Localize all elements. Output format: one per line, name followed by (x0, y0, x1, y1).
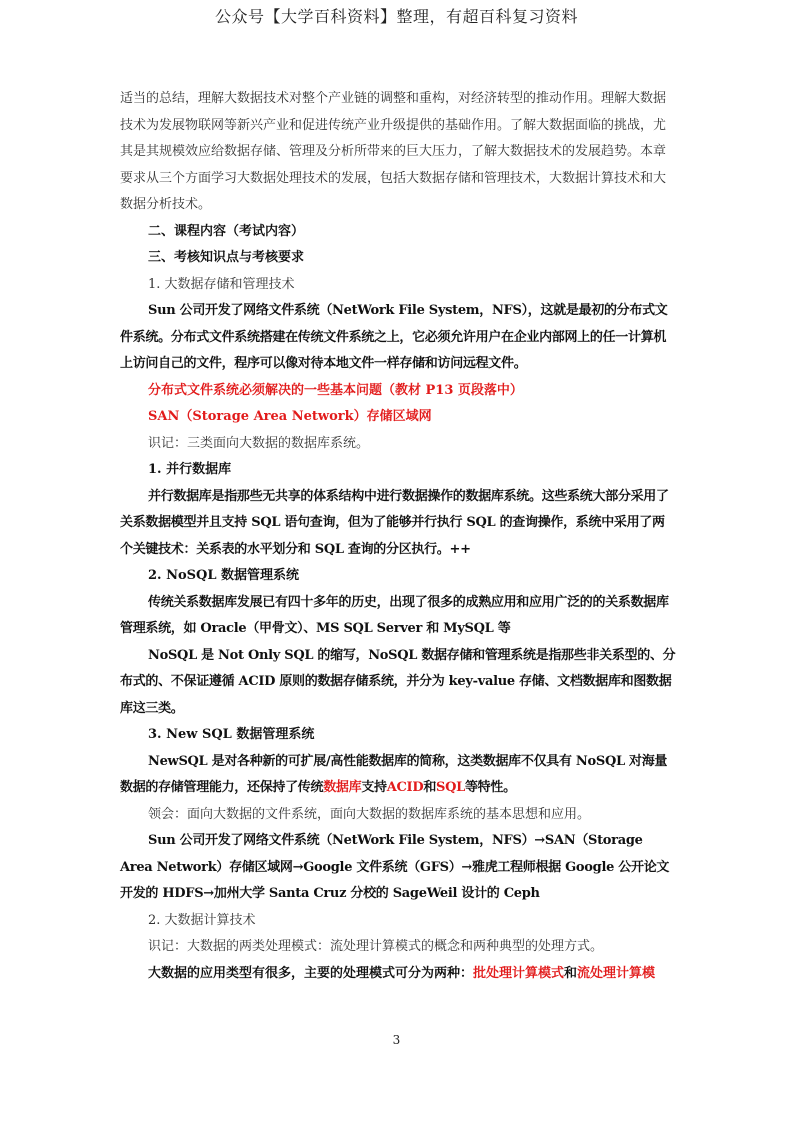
newsql-red-sql: SQL (436, 780, 465, 795)
newsql-text-a: NewSQL 是对各种新的可扩展/高性能数据库的简称，这类数据库不仅具有 NoSQL 对海量数据的存储管理能力，还保持了传统 (120, 753, 668, 795)
modes-text-b: 和 (564, 965, 578, 981)
comprehend-note: 领会：面向大数据的文件系统，面向大数据的数据库系统的基本思想和应用。 (148, 806, 591, 822)
newsql-red-database: 数据库 (323, 780, 362, 795)
red-note-basic-problems: 分布式文件系统必须解决的一些基本问题（教材 P13 页段落中） (148, 382, 523, 398)
item-nosql-body-1: 传统关系数据库发展已有四十多年的历史，出现了很多的成熟应用和应用广泛的的关系数据库管理系统，如 Oracle（甲骨文）、MS SQL Server 和 MySQL 等 (120, 594, 669, 636)
item-nosql-body-2: NoSQL 是 Not Only SQL 的缩写，NoSQL 数据存储和管理系统是指那些非关系型的、分布式的、不保证遵循 ACID 原则的数据存储系统，并分为 key-value 存储、文档数据库和图数据库这三类。 (120, 647, 676, 716)
item-newsql-body (120, 749, 676, 802)
newsql-text-c: 和 (423, 780, 437, 795)
nfs-paragraph: Sun 公司开发了网络文件系统（NetWork File System，NFS），这就是最初的分布式文件系统。分布式文件系统搭建在传统文件系统之上，它必须允许用户在企业内部网上的任一计算机上访问自己的文件，程序可以像对待本地文件一样存储和访问远程文件。 (120, 303, 668, 371)
modes-red-stream: 流处理计算模 (577, 965, 656, 981)
section-2-title: 2. 大数据计算技术 (148, 912, 256, 928)
memorize-processing-modes: 识记：大数据的两类处理模式：流处理计算模式的概念和两种典型的处理方式。 (148, 939, 604, 954)
memorize-databases: 识记：三类面向大数据的数据库系统。 (148, 435, 370, 451)
modes-red-batch: 批处理计算模式 (473, 965, 565, 981)
section-1-title: 1. 大数据存储和管理技术 (148, 276, 295, 292)
newsql-text-b: 支持 (361, 780, 387, 795)
item-parallel-db-body: 并行数据库是指那些无共享的体系结构中进行数据操作的数据库系统。这些系统大部分采用了关系数据模型并且支持 SQL 语句查询，但为了能够并行执行 SQL 的查询操作，系统中采用了两个关键技术：关系表的水平划分和 SQL 查询的分区执行。++ (120, 488, 669, 557)
page-number: 3 (392, 1033, 401, 1047)
heading-exam-points: 三、考核知识点与考核要求 (148, 250, 305, 265)
newsql-red-acid: ACID (386, 780, 424, 795)
page-header: 公众号【大学百科资料】整理，有超百科复习资料 (214, 7, 578, 26)
item-parallel-db-title: 1. 并行数据库 (148, 462, 232, 477)
modes-text-a: 大数据的应用类型有很多，主要的处理模式可分为两种： (148, 965, 474, 981)
intro-paragraph: 适当的总结，理解大数据技术对整个产业链的调整和重构，对经济转型的推动作用。理解大数据技术为发展物联网等新兴产业和促进传统产业升级提供的基础作用。了解大数据面临的挑战，尤其是其规模效应给数据存储、管理及分析所带来的巨大压力，了解大数据技术的发展趋势。本章要求从三个方面学习大数据处理技术的发展，包括大数据存储和管理技术，大数据计算技术和大数据分析技术。 (120, 91, 667, 212)
item-nosql-title: 2. NoSQL 数据管理系统 (148, 568, 300, 583)
item-newsql-title: 3. New SQL 数据管理系统 (148, 727, 315, 742)
document-body (120, 86, 676, 987)
heading-course-content: 二、课程内容（考试内容） (148, 223, 305, 239)
red-note-san: SAN（Storage Area Network）存储区域网 (148, 409, 432, 424)
processing-modes-paragraph (120, 961, 676, 988)
newsql-text-d: 等特性。 (464, 780, 516, 795)
filesystem-chain: Sun 公司开发了网络文件系统（NetWork File System，NFS）→SAN（Storage Area Network）存储区域网→Google 文件系统（GFS）→雅虎工程师根据 Google 公开论文开发的 HDFS→加州大学 Santa Cruz 分校的 SageWeil 设计的 Ceph (120, 833, 670, 901)
